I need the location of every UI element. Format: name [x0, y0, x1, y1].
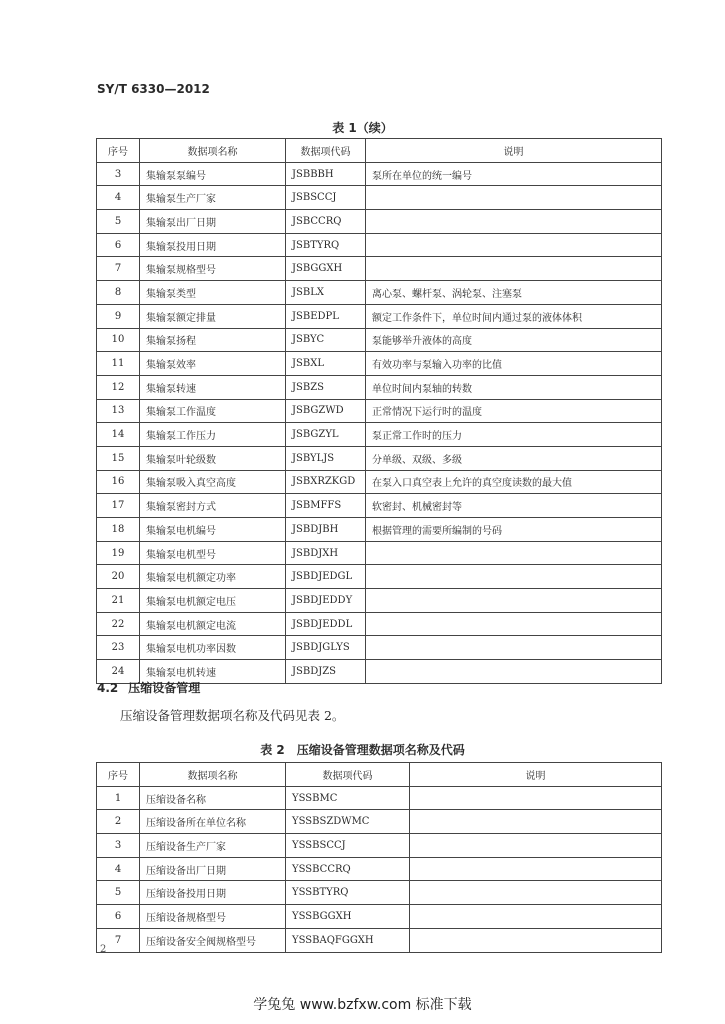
cell-seq: 7: [97, 257, 140, 281]
table-row: [97, 352, 662, 376]
col-header-code: 数据项代码: [286, 763, 410, 787]
footer-watermark: 学兔兔 www.bzfxw.com 标准下载: [253, 997, 472, 1013]
table-row: [97, 810, 662, 834]
cell-seq: 16: [97, 470, 140, 494]
cell-seq: 23: [97, 636, 140, 660]
cell-seq: 6: [97, 233, 140, 257]
cell-name: 集输泵转速: [140, 375, 286, 399]
cell-desc: [410, 881, 662, 905]
table-row: [97, 636, 662, 660]
cell-seq: 8: [97, 281, 140, 305]
cell-seq: 9: [97, 304, 140, 328]
cell-name: 集输泵工作温度: [140, 399, 286, 423]
page-number: 2: [100, 944, 107, 955]
cell-code: JSBDJEDDL: [286, 612, 366, 636]
cell-desc: 泵能够举升液体的高度: [366, 328, 662, 352]
cell-code: YSSBSZDWMC: [286, 810, 410, 834]
cell-seq: 14: [97, 423, 140, 447]
cell-desc: 泵正常工作时的压力: [366, 423, 662, 447]
cell-name: 压缩设备出厂日期: [140, 857, 286, 881]
cell-code: JSBMFFS: [286, 494, 366, 518]
section-paragraph: 压缩设备管理数据项名称及代码见表 2。: [120, 708, 345, 723]
table-row: [97, 304, 662, 328]
cell-seq: 5: [97, 210, 140, 234]
table-row: [97, 518, 662, 542]
cell-desc: 有效功率与泵输入功率的比值: [366, 352, 662, 376]
cell-desc: [410, 928, 662, 952]
cell-name: 集输泵工作压力: [140, 423, 286, 447]
cell-desc: [410, 786, 662, 810]
cell-code: JSBZS: [286, 375, 366, 399]
cell-desc: 根据管理的需要所编制的号码: [366, 518, 662, 542]
cell-code: JSBDJEDGL: [286, 565, 366, 589]
cell-name: 集输泵电机额定电流: [140, 612, 286, 636]
table-row: [97, 470, 662, 494]
cell-desc: [366, 186, 662, 210]
cell-name: 集输泵泵编号: [140, 162, 286, 186]
table2-caption: 表 2 压缩设备管理数据项名称及代码: [260, 743, 465, 757]
col-header-code: 数据项代码: [286, 139, 366, 163]
cell-seq: 12: [97, 375, 140, 399]
cell-name: 集输泵电机额定电压: [140, 589, 286, 613]
cell-code: JSBLX: [286, 281, 366, 305]
col-header-seq: 序号: [97, 763, 140, 787]
cell-code: YSSBCCRQ: [286, 857, 410, 881]
cell-desc: [366, 257, 662, 281]
cell-code: YSSBMC: [286, 786, 410, 810]
cell-seq: 15: [97, 446, 140, 470]
cell-name: 集输泵电机编号: [140, 518, 286, 542]
cell-code: JSBXL: [286, 352, 366, 376]
cell-code: JSBYC: [286, 328, 366, 352]
table-row: [97, 233, 662, 257]
cell-desc: [366, 541, 662, 565]
cell-seq: 18: [97, 518, 140, 542]
table-row: [97, 905, 662, 929]
table1-caption: 表 1（续）: [332, 121, 393, 135]
standard-code: SY/T 6330—2012: [97, 82, 210, 96]
cell-desc: [366, 210, 662, 234]
table-row: [97, 612, 662, 636]
cell-desc: 正常情况下运行时的温度: [366, 399, 662, 423]
cell-seq: 1: [97, 786, 140, 810]
cell-seq: 4: [97, 186, 140, 210]
table-row: [97, 834, 662, 858]
cell-desc: [366, 589, 662, 613]
table-row: [97, 446, 662, 470]
cell-desc: 离心泵、螺杆泵、涡轮泵、注塞泵: [366, 281, 662, 305]
cell-seq: 3: [97, 162, 140, 186]
cell-code: YSSBGGXH: [286, 905, 410, 929]
cell-code: JSBTYRQ: [286, 233, 366, 257]
cell-seq: 3: [97, 834, 140, 858]
cell-name: 集输泵电机转速: [140, 660, 286, 684]
table-row: [97, 257, 662, 281]
cell-desc: [410, 834, 662, 858]
table-row: [97, 328, 662, 352]
cell-code: YSSBSCCJ: [286, 834, 410, 858]
table-row: [97, 423, 662, 447]
cell-code: JSBBBH: [286, 162, 366, 186]
cell-name: 压缩设备安全阀规格型号: [140, 928, 286, 952]
table2: [96, 762, 662, 953]
cell-code: YSSBAQFGGXH: [286, 928, 410, 952]
cell-name: 集输泵出厂日期: [140, 210, 286, 234]
cell-name: 压缩设备名称: [140, 786, 286, 810]
table-row: [97, 786, 662, 810]
cell-desc: 软密封、机械密封等: [366, 494, 662, 518]
cell-name: 集输泵扬程: [140, 328, 286, 352]
cell-seq: 10: [97, 328, 140, 352]
cell-name: 集输泵电机型号: [140, 541, 286, 565]
cell-name: 集输泵额定排量: [140, 304, 286, 328]
cell-name: 集输泵效率: [140, 352, 286, 376]
table1-header-row: [97, 139, 662, 163]
cell-desc: [410, 810, 662, 834]
cell-code: JSBGZWD: [286, 399, 366, 423]
table-row: [97, 928, 662, 952]
table-row: [97, 186, 662, 210]
section-title: 压缩设备管理: [128, 681, 201, 695]
cell-name: 集输泵电机功率因数: [140, 636, 286, 660]
cell-desc: 单位时间内泵轴的转数: [366, 375, 662, 399]
cell-code: JSBDJXH: [286, 541, 366, 565]
cell-desc: [366, 660, 662, 684]
cell-seq: 22: [97, 612, 140, 636]
cell-code: JSBCCRQ: [286, 210, 366, 234]
table2-header-row: [97, 763, 662, 787]
table-row: [97, 857, 662, 881]
table-row: [97, 375, 662, 399]
table1: [96, 138, 662, 684]
cell-code: JSBDJZS: [286, 660, 366, 684]
cell-code: JSBGZYL: [286, 423, 366, 447]
cell-name: 集输泵生产厂家: [140, 186, 286, 210]
cell-code: JSBXRZKGD: [286, 470, 366, 494]
cell-name: 集输泵电机额定功率: [140, 565, 286, 589]
cell-desc: [366, 636, 662, 660]
table-row: [97, 541, 662, 565]
table-row: [97, 399, 662, 423]
cell-seq: 24: [97, 660, 140, 684]
cell-desc: [366, 565, 662, 589]
col-header-desc: 说明: [410, 763, 662, 787]
cell-code: JSBYLJS: [286, 446, 366, 470]
cell-code: YSSBTYRQ: [286, 881, 410, 905]
cell-name: 压缩设备所在单位名称: [140, 810, 286, 834]
table-row: [97, 210, 662, 234]
cell-desc: 额定工作条件下，单位时间内通过泵的液体体积: [366, 304, 662, 328]
cell-code: JSBSCCJ: [286, 186, 366, 210]
col-header-name: 数据项名称: [140, 139, 286, 163]
table-row: [97, 162, 662, 186]
cell-desc: 分单级、双级、多级: [366, 446, 662, 470]
cell-seq: 2: [97, 810, 140, 834]
cell-name: 集输泵投用日期: [140, 233, 286, 257]
col-header-name: 数据项名称: [140, 763, 286, 787]
cell-name: 压缩设备投用日期: [140, 881, 286, 905]
cell-desc: [410, 857, 662, 881]
col-header-desc: 说明: [366, 139, 662, 163]
section-heading: [97, 679, 200, 696]
cell-seq: 6: [97, 905, 140, 929]
cell-desc: [366, 233, 662, 257]
cell-name: 集输泵吸入真空高度: [140, 470, 286, 494]
cell-code: JSBDJBH: [286, 518, 366, 542]
cell-code: JSBGGXH: [286, 257, 366, 281]
cell-seq: 21: [97, 589, 140, 613]
section-number: 4.2: [97, 681, 119, 695]
cell-name: 集输泵规格型号: [140, 257, 286, 281]
cell-seq: 11: [97, 352, 140, 376]
cell-desc: [410, 905, 662, 929]
cell-seq: 19: [97, 541, 140, 565]
table-row: [97, 589, 662, 613]
cell-seq: 5: [97, 881, 140, 905]
cell-name: 集输泵类型: [140, 281, 286, 305]
cell-seq: 17: [97, 494, 140, 518]
cell-desc: 泵所在单位的统一编号: [366, 162, 662, 186]
cell-code: JSBDJGLYS: [286, 636, 366, 660]
cell-seq: 4: [97, 857, 140, 881]
col-header-seq: 序号: [97, 139, 140, 163]
cell-seq: 13: [97, 399, 140, 423]
cell-name: 集输泵密封方式: [140, 494, 286, 518]
cell-desc: 在泵入口真空表上允许的真空度读数的最大值: [366, 470, 662, 494]
cell-seq: 20: [97, 565, 140, 589]
cell-code: JSBDJEDDY: [286, 589, 366, 613]
table-row: [97, 494, 662, 518]
cell-seq: 7: [97, 928, 140, 952]
table-row: [97, 881, 662, 905]
table-row: [97, 565, 662, 589]
cell-code: JSBEDPL: [286, 304, 366, 328]
cell-name: 集输泵叶轮级数: [140, 446, 286, 470]
cell-name: 压缩设备生产厂家: [140, 834, 286, 858]
cell-desc: [366, 612, 662, 636]
table-row: [97, 281, 662, 305]
cell-name: 压缩设备规格型号: [140, 905, 286, 929]
